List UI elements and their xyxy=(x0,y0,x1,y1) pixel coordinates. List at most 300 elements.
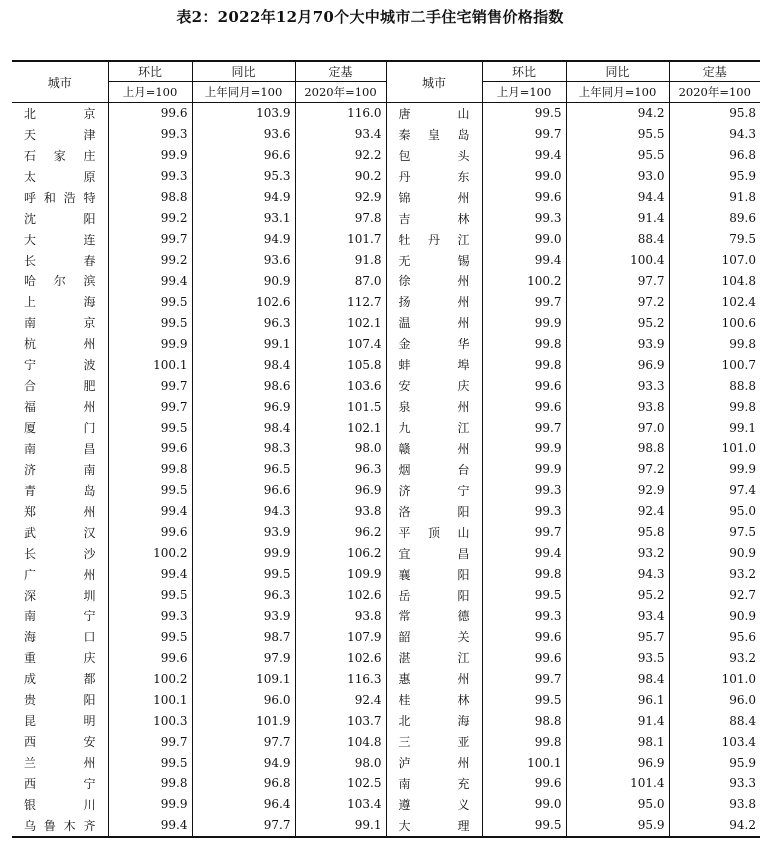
city-cell-left xyxy=(12,417,108,438)
city-cell-left xyxy=(12,103,108,124)
city-name: 沈 阳 xyxy=(24,211,96,226)
base-cell-left: 87.0 xyxy=(295,271,386,292)
mom-cell-left: 99.5 xyxy=(108,480,192,501)
city-cell-right xyxy=(386,333,482,354)
city-name: 安 庆 xyxy=(398,379,470,394)
city-cell-left xyxy=(12,291,108,312)
mom-cell-left: 100.2 xyxy=(108,543,192,564)
table-row xyxy=(12,710,760,731)
city-name: 徐 州 xyxy=(398,274,470,289)
city-name: 遵 义 xyxy=(398,797,470,812)
yoy-cell-right: 97.2 xyxy=(566,291,669,312)
city-name: 武 汉 xyxy=(24,525,96,540)
yoy-cell-left: 96.5 xyxy=(192,459,295,480)
city-cell-left xyxy=(12,271,108,292)
city-cell-left xyxy=(12,689,108,710)
yoy-cell-left: 99.1 xyxy=(192,333,295,354)
yoy-cell-right: 92.4 xyxy=(566,501,669,522)
mom-cell-left: 99.3 xyxy=(108,124,192,145)
city-cell-left xyxy=(12,815,108,837)
yoy-cell-right: 100.4 xyxy=(566,250,669,271)
yoy-cell-right: 94.2 xyxy=(566,103,669,124)
city-cell-right xyxy=(386,459,482,480)
city-cell-left xyxy=(12,438,108,459)
base-cell-right: 88.8 xyxy=(669,375,760,396)
city-name: 济 南 xyxy=(24,462,96,477)
mom-cell-right: 99.5 xyxy=(482,585,566,606)
base-cell-right: 92.7 xyxy=(669,585,760,606)
city-name: 福 州 xyxy=(24,400,96,415)
mom-cell-left: 100.1 xyxy=(108,354,192,375)
base-cell-right: 94.2 xyxy=(669,815,760,837)
base-cell-left: 102.6 xyxy=(295,647,386,668)
city-name: 乌 鲁 木 齐 xyxy=(24,818,96,833)
city-cell-right xyxy=(386,731,482,752)
city-name: 惠 州 xyxy=(398,672,470,687)
city-name: 济 宁 xyxy=(398,483,470,498)
yoy-cell-right: 93.2 xyxy=(566,543,669,564)
table-row xyxy=(12,271,760,292)
city-name: 西 安 xyxy=(24,735,96,750)
table-row xyxy=(12,166,760,187)
base-cell-right: 101.0 xyxy=(669,668,760,689)
mom-cell-left: 99.2 xyxy=(108,208,192,229)
base-cell-left: 92.9 xyxy=(295,187,386,208)
city-name: 北 海 xyxy=(398,714,470,729)
city-cell-left xyxy=(12,501,108,522)
table-row xyxy=(12,124,760,145)
city-name: 泉 州 xyxy=(398,400,470,415)
mom-cell-right: 100.1 xyxy=(482,752,566,773)
city-name: 宁 波 xyxy=(24,358,96,373)
mom-cell-right: 99.4 xyxy=(482,145,566,166)
city-cell-left xyxy=(12,522,108,543)
city-cell-right xyxy=(386,480,482,501)
base-cell-left: 96.3 xyxy=(295,459,386,480)
base-cell-right: 95.8 xyxy=(669,103,760,124)
city-cell-right xyxy=(386,668,482,689)
mom-cell-left: 99.5 xyxy=(108,417,192,438)
table-row xyxy=(12,543,760,564)
city-name: 蚌 埠 xyxy=(398,358,470,373)
yoy-cell-left: 96.3 xyxy=(192,312,295,333)
base-subheader-left: 2020年=100 xyxy=(295,82,386,103)
mom-cell-right: 99.5 xyxy=(482,103,566,124)
base-cell-right: 99.1 xyxy=(669,417,760,438)
city-cell-right xyxy=(386,689,482,710)
yoy-cell-left: 99.5 xyxy=(192,564,295,585)
yoy-cell-right: 97.7 xyxy=(566,271,669,292)
table-row xyxy=(12,375,760,396)
mom-header-left: 环比 xyxy=(108,61,192,82)
city-cell-left xyxy=(12,794,108,815)
city-name: 桂 林 xyxy=(398,693,470,708)
yoy-cell-right: 95.5 xyxy=(566,124,669,145)
city-cell-right xyxy=(386,438,482,459)
yoy-cell-right: 93.9 xyxy=(566,333,669,354)
base-subheader-right: 2020年=100 xyxy=(669,82,760,103)
table-row xyxy=(12,501,760,522)
city-cell-right xyxy=(386,208,482,229)
yoy-cell-right: 96.9 xyxy=(566,752,669,773)
city-name: 昆 明 xyxy=(24,714,96,729)
yoy-cell-right: 95.9 xyxy=(566,815,669,837)
yoy-header-right: 同比 xyxy=(566,61,669,82)
city-cell-left xyxy=(12,396,108,417)
yoy-cell-right: 93.3 xyxy=(566,375,669,396)
table-row xyxy=(12,333,760,354)
mom-cell-left: 99.8 xyxy=(108,459,192,480)
mom-cell-right: 99.7 xyxy=(482,291,566,312)
city-cell-right xyxy=(386,794,482,815)
mom-cell-right: 99.3 xyxy=(482,208,566,229)
city-header-right: 城市 xyxy=(386,61,482,103)
yoy-cell-right: 95.7 xyxy=(566,626,669,647)
mom-cell-right: 99.8 xyxy=(482,564,566,585)
mom-cell-right: 99.6 xyxy=(482,773,566,794)
city-cell-right xyxy=(386,626,482,647)
city-name: 锦 州 xyxy=(398,190,470,205)
city-cell-right xyxy=(386,375,482,396)
city-name: 三 亚 xyxy=(398,735,470,750)
city-name: 深 圳 xyxy=(24,588,96,603)
mom-cell-right: 99.8 xyxy=(482,731,566,752)
yoy-cell-left: 93.6 xyxy=(192,250,295,271)
city-name: 扬 州 xyxy=(398,295,470,310)
city-cell-right xyxy=(386,417,482,438)
base-cell-right: 100.6 xyxy=(669,312,760,333)
mom-cell-right: 99.0 xyxy=(482,166,566,187)
city-cell-right xyxy=(386,522,482,543)
base-cell-left: 107.4 xyxy=(295,333,386,354)
yoy-cell-left: 97.9 xyxy=(192,647,295,668)
table-row xyxy=(12,229,760,250)
mom-cell-left: 99.6 xyxy=(108,647,192,668)
table-row xyxy=(12,103,760,124)
yoy-cell-right: 98.4 xyxy=(566,668,669,689)
base-cell-left: 99.1 xyxy=(295,815,386,837)
table-row xyxy=(12,668,760,689)
yoy-cell-right: 95.2 xyxy=(566,312,669,333)
mom-cell-left: 99.3 xyxy=(108,606,192,627)
mom-cell-left: 99.4 xyxy=(108,501,192,522)
base-cell-right: 95.9 xyxy=(669,166,760,187)
mom-cell-left: 99.5 xyxy=(108,752,192,773)
city-name: 厦 门 xyxy=(24,421,96,436)
base-cell-left: 102.5 xyxy=(295,773,386,794)
base-header-left: 定基 xyxy=(295,61,386,82)
base-cell-right: 94.3 xyxy=(669,124,760,145)
mom-cell-left: 99.4 xyxy=(108,815,192,837)
city-cell-left xyxy=(12,145,108,166)
mom-subheader-left: 上月=100 xyxy=(108,82,192,103)
yoy-cell-left: 101.9 xyxy=(192,710,295,731)
city-name: 南 昌 xyxy=(24,441,96,456)
city-name: 烟 台 xyxy=(398,462,470,477)
city-name: 南 宁 xyxy=(24,609,96,624)
city-name: 海 口 xyxy=(24,630,96,645)
mom-cell-right: 98.8 xyxy=(482,710,566,731)
city-cell-left xyxy=(12,187,108,208)
table-row xyxy=(12,459,760,480)
mom-cell-left: 99.8 xyxy=(108,773,192,794)
mom-cell-right: 99.7 xyxy=(482,522,566,543)
yoy-cell-right: 96.9 xyxy=(566,354,669,375)
table-row xyxy=(12,731,760,752)
base-cell-right: 93.2 xyxy=(669,564,760,585)
city-header-left: 城市 xyxy=(12,61,108,103)
base-cell-left: 102.1 xyxy=(295,312,386,333)
city-name: 南 京 xyxy=(24,316,96,331)
base-cell-right: 95.0 xyxy=(669,501,760,522)
base-cell-left: 101.5 xyxy=(295,396,386,417)
base-cell-right: 89.6 xyxy=(669,208,760,229)
city-cell-left xyxy=(12,250,108,271)
mom-cell-left: 99.7 xyxy=(108,229,192,250)
city-name: 包 头 xyxy=(398,148,470,163)
city-name: 牡 丹 江 xyxy=(398,232,470,247)
yoy-cell-right: 97.2 xyxy=(566,459,669,480)
city-name: 湛 江 xyxy=(398,651,470,666)
city-cell-right xyxy=(386,585,482,606)
base-cell-right: 79.5 xyxy=(669,229,760,250)
mom-cell-right: 99.9 xyxy=(482,459,566,480)
base-cell-left: 90.2 xyxy=(295,166,386,187)
yoy-cell-left: 96.6 xyxy=(192,145,295,166)
city-cell-right xyxy=(386,752,482,773)
city-cell-right xyxy=(386,229,482,250)
mom-cell-right: 99.9 xyxy=(482,312,566,333)
city-cell-right xyxy=(386,271,482,292)
mom-cell-right: 99.7 xyxy=(482,124,566,145)
base-cell-right: 88.4 xyxy=(669,710,760,731)
base-cell-left: 93.4 xyxy=(295,124,386,145)
base-cell-left: 116.0 xyxy=(295,103,386,124)
yoy-subheader-right: 上年同月=100 xyxy=(566,82,669,103)
city-name: 丹 东 xyxy=(398,169,470,184)
city-name: 无 锡 xyxy=(398,253,470,268)
yoy-cell-right: 95.0 xyxy=(566,794,669,815)
mom-cell-left: 99.9 xyxy=(108,794,192,815)
yoy-cell-left: 94.3 xyxy=(192,501,295,522)
table-row xyxy=(12,480,760,501)
mom-cell-left: 99.7 xyxy=(108,396,192,417)
city-name: 韶 关 xyxy=(398,630,470,645)
base-cell-right: 91.8 xyxy=(669,187,760,208)
city-name: 泸 州 xyxy=(398,756,470,771)
base-cell-right: 107.0 xyxy=(669,250,760,271)
city-name: 重 庆 xyxy=(24,651,96,666)
table-row xyxy=(12,647,760,668)
yoy-cell-right: 96.1 xyxy=(566,689,669,710)
yoy-cell-left: 93.9 xyxy=(192,522,295,543)
base-cell-right: 90.9 xyxy=(669,606,760,627)
yoy-cell-left: 94.9 xyxy=(192,752,295,773)
yoy-cell-right: 101.4 xyxy=(566,773,669,794)
mom-cell-left: 99.3 xyxy=(108,166,192,187)
mom-cell-left: 99.7 xyxy=(108,375,192,396)
yoy-cell-left: 99.9 xyxy=(192,543,295,564)
table-row xyxy=(12,438,760,459)
city-cell-left xyxy=(12,166,108,187)
yoy-cell-left: 96.9 xyxy=(192,396,295,417)
yoy-cell-left: 93.6 xyxy=(192,124,295,145)
base-cell-left: 97.8 xyxy=(295,208,386,229)
city-name: 吉 林 xyxy=(398,211,470,226)
mom-cell-right: 99.6 xyxy=(482,647,566,668)
yoy-cell-left: 97.7 xyxy=(192,815,295,837)
city-name: 兰 州 xyxy=(24,756,96,771)
yoy-cell-left: 98.4 xyxy=(192,354,295,375)
yoy-cell-right: 88.4 xyxy=(566,229,669,250)
mom-cell-right: 99.5 xyxy=(482,815,566,837)
city-cell-left xyxy=(12,312,108,333)
city-cell-left xyxy=(12,564,108,585)
city-cell-left xyxy=(12,333,108,354)
base-cell-right: 103.4 xyxy=(669,731,760,752)
city-name: 广 州 xyxy=(24,567,96,582)
mom-cell-right: 99.4 xyxy=(482,250,566,271)
yoy-cell-left: 94.9 xyxy=(192,187,295,208)
table-row xyxy=(12,354,760,375)
city-cell-right xyxy=(386,124,482,145)
base-cell-left: 96.9 xyxy=(295,480,386,501)
table-row xyxy=(12,312,760,333)
city-name: 唐 山 xyxy=(398,106,470,121)
city-cell-left xyxy=(12,480,108,501)
mom-cell-right: 99.8 xyxy=(482,354,566,375)
yoy-cell-left: 96.0 xyxy=(192,689,295,710)
mom-cell-left: 98.8 xyxy=(108,187,192,208)
base-cell-right: 93.3 xyxy=(669,773,760,794)
mom-cell-right: 99.7 xyxy=(482,668,566,689)
city-name: 西 宁 xyxy=(24,776,96,791)
mom-cell-right: 99.6 xyxy=(482,396,566,417)
yoy-cell-left: 98.7 xyxy=(192,626,295,647)
table-row xyxy=(12,752,760,773)
yoy-cell-right: 95.5 xyxy=(566,145,669,166)
table-row xyxy=(12,145,760,166)
yoy-cell-right: 94.4 xyxy=(566,187,669,208)
base-cell-left: 101.7 xyxy=(295,229,386,250)
city-cell-left xyxy=(12,543,108,564)
mom-cell-left: 99.9 xyxy=(108,145,192,166)
yoy-cell-right: 93.0 xyxy=(566,166,669,187)
table-row xyxy=(12,417,760,438)
city-name: 宜 昌 xyxy=(398,546,470,561)
table-row xyxy=(12,187,760,208)
city-cell-right xyxy=(386,773,482,794)
table-row xyxy=(12,208,760,229)
yoy-cell-right: 91.4 xyxy=(566,208,669,229)
city-cell-right xyxy=(386,103,482,124)
city-name: 成 都 xyxy=(24,672,96,687)
city-name: 温 州 xyxy=(398,316,470,331)
city-cell-right xyxy=(386,710,482,731)
mom-cell-right: 100.2 xyxy=(482,271,566,292)
header-row xyxy=(12,61,760,82)
table-row xyxy=(12,585,760,606)
city-name: 哈 尔 滨 xyxy=(24,274,96,289)
city-cell-right xyxy=(386,187,482,208)
mom-cell-left: 99.6 xyxy=(108,103,192,124)
base-cell-right: 99.8 xyxy=(669,333,760,354)
city-name: 合 肥 xyxy=(24,379,96,394)
base-cell-left: 93.8 xyxy=(295,501,386,522)
base-cell-left: 96.2 xyxy=(295,522,386,543)
yoy-cell-right: 97.0 xyxy=(566,417,669,438)
city-name: 银 川 xyxy=(24,797,96,812)
yoy-cell-left: 90.9 xyxy=(192,271,295,292)
city-name: 襄 阳 xyxy=(398,567,470,582)
city-cell-left xyxy=(12,229,108,250)
city-name: 九 江 xyxy=(398,421,470,436)
mom-cell-right: 99.3 xyxy=(482,606,566,627)
yoy-cell-left: 98.3 xyxy=(192,438,295,459)
mom-subheader-right: 上月=100 xyxy=(482,82,566,103)
table-row xyxy=(12,815,760,837)
mom-cell-left: 99.4 xyxy=(108,271,192,292)
table-row xyxy=(12,606,760,627)
table-row xyxy=(12,291,760,312)
city-name: 上 海 xyxy=(24,295,96,310)
city-cell-left xyxy=(12,459,108,480)
city-cell-left xyxy=(12,668,108,689)
table-row xyxy=(12,396,760,417)
yoy-header-left: 同比 xyxy=(192,61,295,82)
mom-cell-left: 99.9 xyxy=(108,333,192,354)
city-name: 岳 阳 xyxy=(398,588,470,603)
base-cell-right: 90.9 xyxy=(669,543,760,564)
city-cell-left xyxy=(12,585,108,606)
city-cell-right xyxy=(386,501,482,522)
city-cell-right xyxy=(386,291,482,312)
city-cell-left xyxy=(12,606,108,627)
city-name: 南 充 xyxy=(398,776,470,791)
city-cell-right xyxy=(386,145,482,166)
yoy-cell-left: 94.9 xyxy=(192,229,295,250)
city-cell-right xyxy=(386,543,482,564)
city-cell-left xyxy=(12,731,108,752)
table-row xyxy=(12,689,760,710)
table-row xyxy=(12,794,760,815)
table-row xyxy=(12,522,760,543)
base-cell-left: 91.8 xyxy=(295,250,386,271)
base-cell-left: 106.2 xyxy=(295,543,386,564)
city-cell-left xyxy=(12,647,108,668)
city-cell-left xyxy=(12,375,108,396)
mom-cell-right: 99.6 xyxy=(482,626,566,647)
table-body xyxy=(12,103,760,837)
city-name: 赣 州 xyxy=(398,441,470,456)
base-cell-left: 92.4 xyxy=(295,689,386,710)
city-cell-right xyxy=(386,564,482,585)
base-cell-left: 112.7 xyxy=(295,291,386,312)
mom-cell-left: 100.1 xyxy=(108,689,192,710)
base-cell-left: 102.1 xyxy=(295,417,386,438)
mom-cell-left: 99.6 xyxy=(108,438,192,459)
base-cell-right: 97.4 xyxy=(669,480,760,501)
city-cell-right xyxy=(386,354,482,375)
mom-cell-right: 99.0 xyxy=(482,229,566,250)
yoy-cell-left: 96.6 xyxy=(192,480,295,501)
city-name: 石 家 庄 xyxy=(24,148,96,163)
city-cell-right xyxy=(386,312,482,333)
yoy-cell-right: 98.8 xyxy=(566,438,669,459)
base-cell-right: 93.8 xyxy=(669,794,760,815)
yoy-cell-left: 103.9 xyxy=(192,103,295,124)
base-cell-left: 103.6 xyxy=(295,375,386,396)
